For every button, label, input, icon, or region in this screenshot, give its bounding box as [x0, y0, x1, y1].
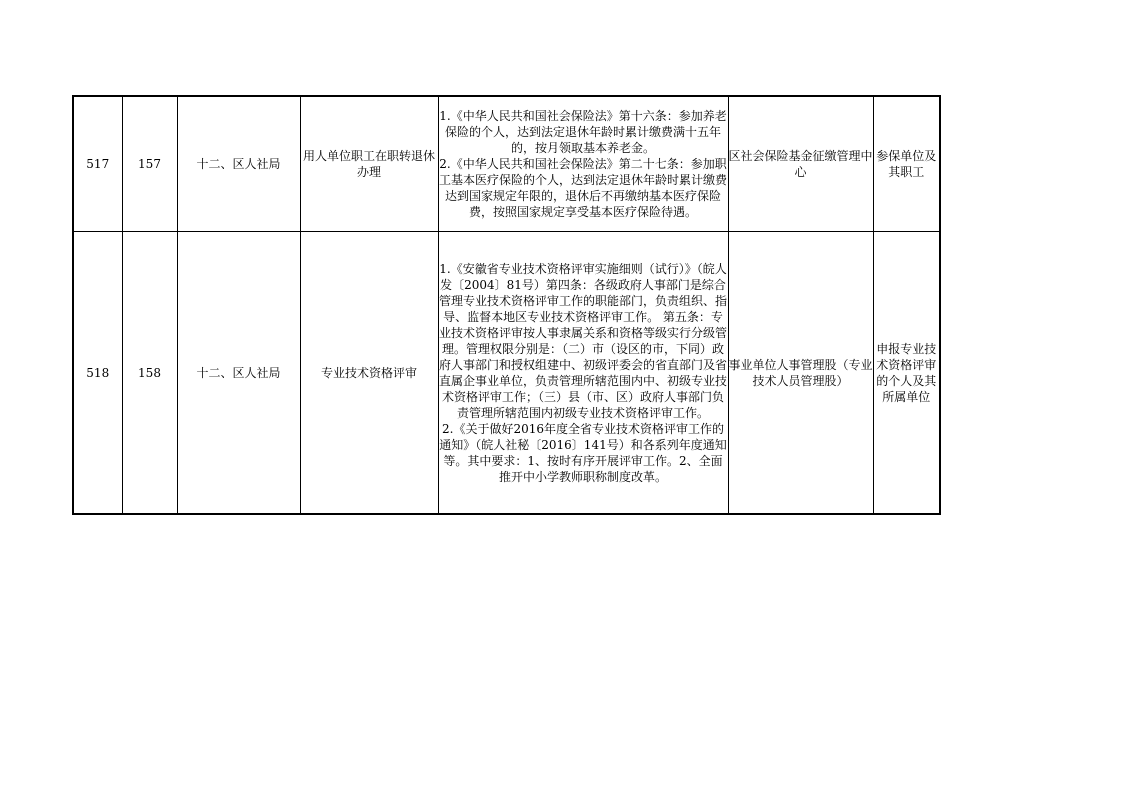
table-row — [73, 96, 940, 232]
responsible-unit-cell: 事业单位人事管理股（专业技术人员管理股） — [728, 232, 873, 515]
basis-paragraph: 1.《安徽省专业技术资格评审实施细则（试行）》（皖人发〔2004〕81号）第四条：各级政府人事部门是综合管理专业技术资格评审工作的职能部门，负责组织、指导、监督本地区专业技术资格评审工作。 第五条：专业技术资格评审按人事隶属关系和资格等级实行分级管理。管理权限分别是：（二）市（设区的市，下同）政府人事部门和授权组建中、初级评委会的省直部门及省直属企事业单位，负责管理所辖范围内中、初级专业技术资格评审工作；（三）县（市、区）政府人事部门负责管理所辖范围内初级专业技术资格评审工作。 — [438, 261, 727, 420]
legal-basis-cell — [438, 232, 728, 515]
seq-cell: 517 — [73, 96, 122, 232]
item-name-cell: 用人单位职工在职转退休办理 — [300, 96, 438, 232]
basis-paragraph: 2.《关于做好2016年度全省专业技术资格评审工作的通知》（皖人社秘〔2016〕141号）和各系列年度通知等。其中要求：1、按时有序开展评审工作。2、全面推开中小学教师职称制度改革。 — [439, 421, 727, 484]
responsible-unit-cell: 区社会保险基金征缴管理中心 — [728, 96, 873, 232]
item-name-cell: 专业技术资格评审 — [300, 232, 438, 515]
department-cell: 十二、区人社局 — [177, 232, 300, 515]
target-cell: 参保单位及其职工 — [873, 96, 940, 232]
target-cell: 申报专业技术资格评审的个人及其所属单位 — [873, 232, 940, 515]
seq-cell: 518 — [73, 232, 122, 515]
sub-seq-cell: 158 — [122, 232, 177, 515]
basis-paragraph: 2.《中华人民共和国社会保险法》第二十七条：参加职工基本医疗保险的个人，达到法定退休年龄时累计缴费达到国家规定年限的，退休后不再缴纳基本医疗保险费，按照国家规定享受基本医疗保险待遇。 — [438, 157, 727, 219]
department-cell: 十二、区人社局 — [177, 96, 300, 232]
service-items-table — [72, 95, 941, 515]
table-row — [73, 232, 940, 515]
basis-paragraph: 1.《中华人民共和国社会保险法》第十六条：参加养老保险的个人，达到法定退休年龄时累计缴费满十五年的，按月领取基本养老金。 — [439, 109, 727, 155]
sub-seq-cell: 157 — [122, 96, 177, 232]
legal-basis-cell — [438, 96, 728, 232]
